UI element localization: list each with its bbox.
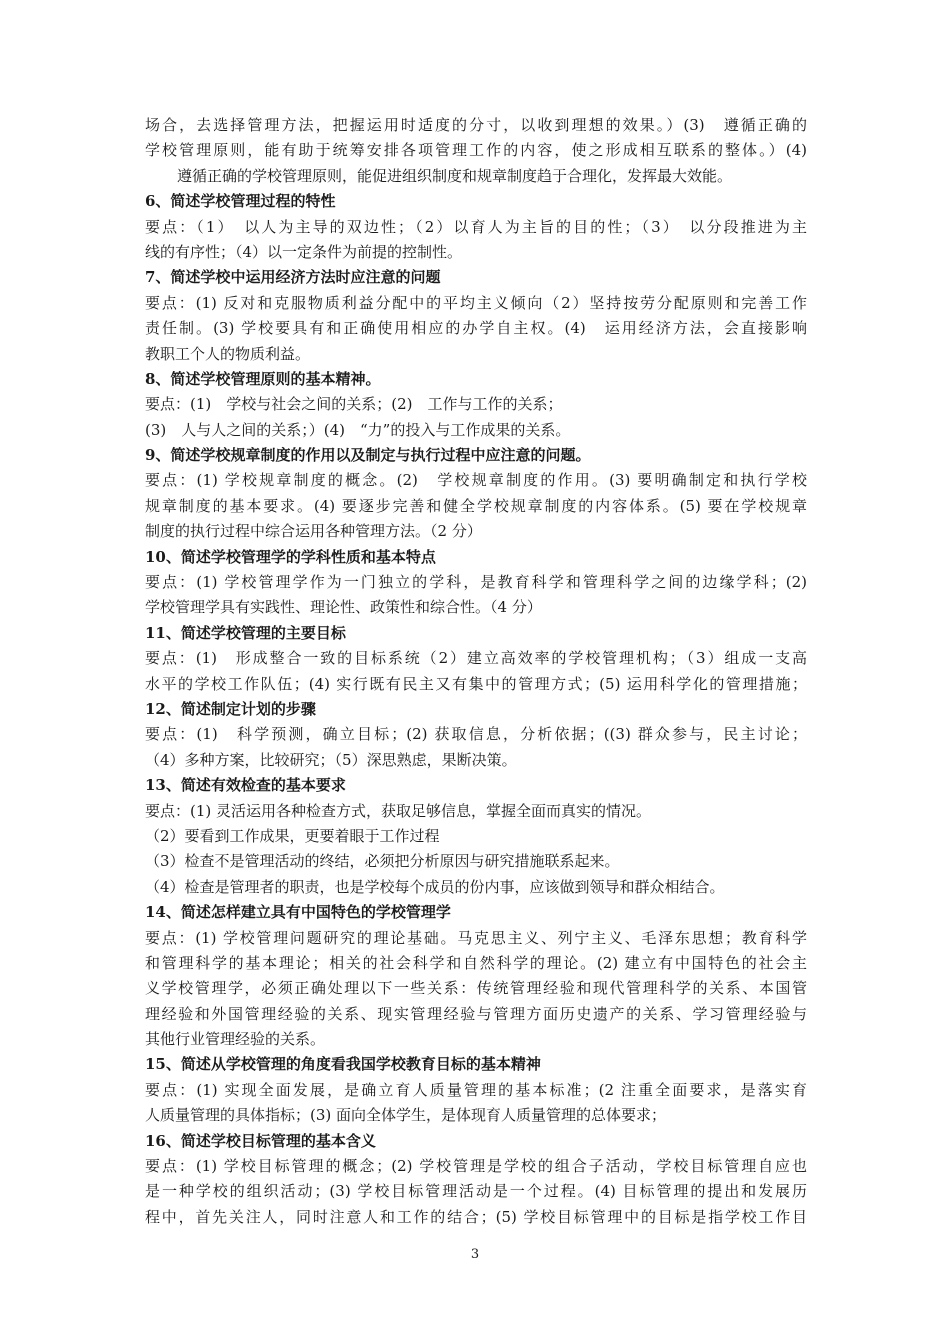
section-heading: 6、简述学校管理过程的特性: [145, 192, 336, 211]
body-text-line: 程中，首先关注人，同时注意人和工作的结合；(5) 学校目标管理中的目标是指学校工作目: [145, 1207, 807, 1226]
body-text-line: 制度的执行过程中综合运用各种管理方法。（2 分）: [145, 522, 482, 541]
section-heading: 7、简述学校中运用经济方法时应注意的问题: [145, 268, 441, 287]
body-text-line: 场合，去选择管理方法，把握运用时适度的分寸，以收到理想的效果。）(3) 遵循正确的: [145, 116, 807, 134]
section-heading: 10、简述学校管理学的学科性质和基本特点: [145, 547, 436, 566]
body-text-line: 要点：(1) 灵活运用各种检查方式，获取足够信息，掌握全面而真实的情况。: [145, 801, 652, 820]
section-heading: 8、简述学校管理原则的基本精神。: [145, 369, 381, 388]
body-text-line: 规章制度的基本要求。(4) 要逐步完善和健全学校规章制度的内容体系。(5) 要在学校规章: [145, 496, 807, 515]
body-text-line: 责任制。(3) 学校要具有和正确使用相应的办学自主权。(4) 运用经济方法，会直接影响: [145, 319, 807, 338]
body-text-line: 要点：(1) 实现全面发展，是确立育人质量管理的基本标准；(2 注重全面要求，是落实育: [145, 1080, 807, 1099]
body-text-line: 学校管理原则，能有助于统筹安排各项管理工作的内容，使之形成相互联系的整体。）(4): [145, 141, 807, 160]
body-text-line: 和管理科学的基本理论；相关的社会科学和自然科学的理论。(2) 建立有中国特色的社会主: [145, 953, 807, 972]
section-heading: 16、简述学校目标管理的基本含义: [145, 1131, 376, 1150]
section-heading: 9、简述学校规章制度的作用以及制定与执行过程中应注意的问题。: [145, 446, 591, 465]
body-text-line: （4）多种方案，比较研究；（5）深思熟虑，果断决策。: [145, 750, 517, 769]
body-text-line: （2）要看到工作成果，更要着眼于工作过程: [145, 826, 440, 845]
body-text-line: 义学校管理学，必须正确处理以下一些关系：传统管理经验和现代管理科学的关系、本国管: [145, 979, 807, 998]
body-text-line: 其他行业管理经验的关系。: [145, 1030, 326, 1049]
section-heading: 15、简述从学校管理的角度看我国学校教育目标的基本精神: [145, 1055, 541, 1074]
body-text-line: 要点：(1) 学校管理问题研究的理论基础。马克思主义、列宁主义、毛泽东思想；教育科学: [145, 928, 807, 947]
body-text-line: （3）检查不是管理活动的终结，必须把分析原因与研究措施联系起来。: [145, 852, 620, 871]
section-heading: 11、简述学校管理的主要目标: [145, 623, 346, 642]
body-text-line: （4）检查是管理者的职责，也是学校每个成员的份内事，应该做到领导和群众相结合。: [145, 877, 725, 896]
body-text-line: (3) 人与人之间的关系；）(4) “力”的投入与工作成果的关系。: [145, 420, 571, 439]
body-text-line: 水平的学校工作队伍；(4) 实行既有民主又有集中的管理方式；(5) 运用科学化的管理措施；: [145, 674, 807, 693]
body-text-line: 要点：(1) 反对和克服物质利益分配中的平均主义倾向（2）坚持按劳分配原则和完善工作: [145, 293, 807, 312]
body-text-line: 要点：(1) 科学预测，确立目标；(2) 获取信息，分析依据；((3) 群众参与，民主讨论；: [145, 725, 807, 744]
section-heading: 13、简述有效检查的基本要求: [145, 776, 346, 795]
body-text-line: 线的有序性；（4）以一定条件为前提的控制性。: [145, 242, 463, 261]
page-number: 3: [470, 1247, 480, 1262]
body-text-line: 要点：(1) 学校规章制度的概念。(2) 学校规章制度的作用。(3) 要明确制定和执行学校: [145, 471, 807, 490]
body-text-line: 学校管理学具有实践性、理论性、政策性和综合性。（4 分）: [145, 598, 542, 617]
body-text-line: 人质量管理的具体指标；(3) 面向全体学生，是体现育人质量管理的总体要求；: [145, 1106, 667, 1125]
body-text-line: 要点：(1) 学校管理学作为一门独立的学科，是教育科学和管理科学之间的边缘学科；(2): [145, 573, 807, 592]
body-text-line: 教职工个人的物质利益。: [145, 344, 311, 363]
body-text-line: 要点：(1) 形成整合一致的目标系统（2）建立高效率的学校管理机构；（3）组成一支高: [145, 649, 807, 668]
body-text-line: 要点：（1） 以人为主导的双边性；（2）以育人为主旨的目的性；（3） 以分段推进为主: [145, 217, 807, 236]
body-text-line: 要点：(1) 学校与社会之间的关系；(2) 工作与工作的关系；: [145, 395, 563, 414]
section-heading: 14、简述怎样建立具有中国特色的学校管理学: [145, 903, 451, 922]
body-text-line: 理经验和外国管理经验的关系、现实管理经验与管理方面历史遗产的关系、学习管理经验与: [145, 1004, 807, 1023]
body-text-line: 要点：(1) 学校目标管理的概念；(2) 学校管理是学校的组合子活动，学校目标管理自应也: [145, 1157, 807, 1176]
section-heading: 12、简述制定计划的步骤: [145, 699, 316, 718]
body-text-line: 是一种学校的组织活动；(3) 学校目标管理活动是一个过程。(4) 目标管理的提出和发展历: [145, 1182, 807, 1201]
page-content: [145, 113, 807, 1230]
body-text-line: 遵循正确的学校管理原则，能促进组织制度和规章制度趋于合理化，发挥最大效能。: [177, 166, 733, 185]
